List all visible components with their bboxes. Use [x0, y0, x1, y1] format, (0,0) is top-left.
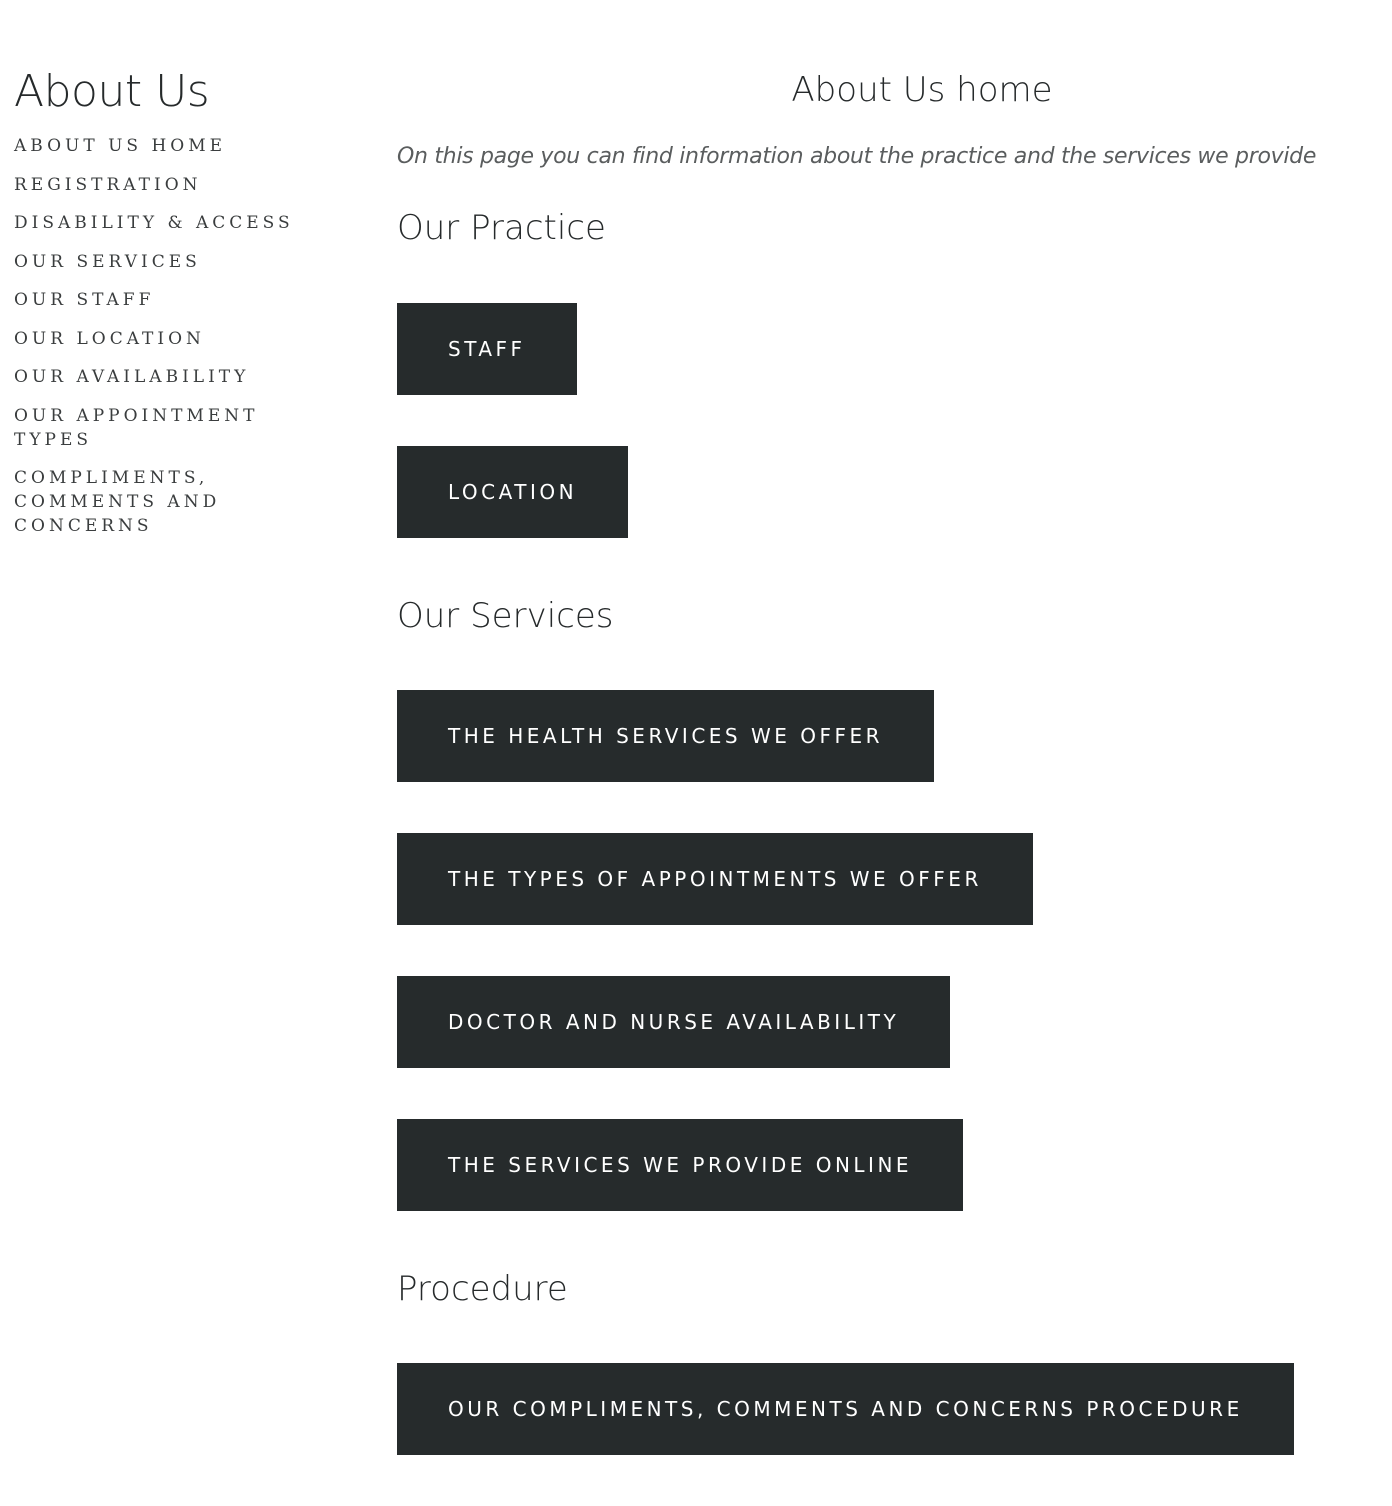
- sidebar: [14, 64, 314, 553]
- appointment-types-button[interactable]: THE TYPES OF APPOINTMENTS WE OFFER: [397, 833, 1033, 925]
- sidebar-item-disability-access[interactable]: DISABILITY & ACCESS: [14, 213, 294, 233]
- compliments-procedure-button[interactable]: OUR COMPLIMENTS, COMMENTS AND CONCERNS PROCEDURE: [397, 1363, 1294, 1455]
- sidebar-item-registration[interactable]: REGISTRATION: [14, 174, 202, 195]
- sidebar-item-our-staff[interactable]: OUR STAFF: [14, 290, 155, 310]
- sidebar-title: About Us: [14, 66, 210, 117]
- availability-button[interactable]: DOCTOR AND NURSE AVAILABILITY: [397, 976, 950, 1068]
- staff-button[interactable]: STAFF: [397, 303, 577, 395]
- intro-text: On this page you can find information about the practice and the services we provide: [397, 144, 1317, 169]
- location-button[interactable]: LOCATION: [397, 446, 628, 538]
- sidebar-item-our-availability[interactable]: OUR AVAILABILITY: [14, 367, 250, 387]
- page-title: About Us home: [791, 70, 1053, 110]
- main-content: [397, 64, 1362, 1455]
- sidebar-item-our-location[interactable]: OUR LOCATION: [14, 328, 205, 349]
- section-heading-our-services: Our Services: [397, 596, 614, 636]
- online-services-button[interactable]: THE SERVICES WE PROVIDE ONLINE: [397, 1119, 963, 1211]
- section-heading-our-practice: Our Practice: [397, 208, 606, 248]
- section-heading-procedure: Procedure: [397, 1269, 568, 1309]
- sidebar-item-our-appointment-types[interactable]: OUR APPOINTMENT TYPES: [14, 405, 259, 450]
- health-services-button[interactable]: THE HEALTH SERVICES WE OFFER: [397, 690, 934, 782]
- sidebar-item-about-us-home[interactable]: ABOUT US HOME: [14, 136, 227, 156]
- sidebar-item-our-services[interactable]: OUR SERVICES: [14, 251, 201, 272]
- sidebar-item-compliments-comments-concerns[interactable]: COMPLIMENTS, COMMENTS AND CONCERNS: [14, 468, 221, 536]
- sidebar-nav: [14, 134, 314, 538]
